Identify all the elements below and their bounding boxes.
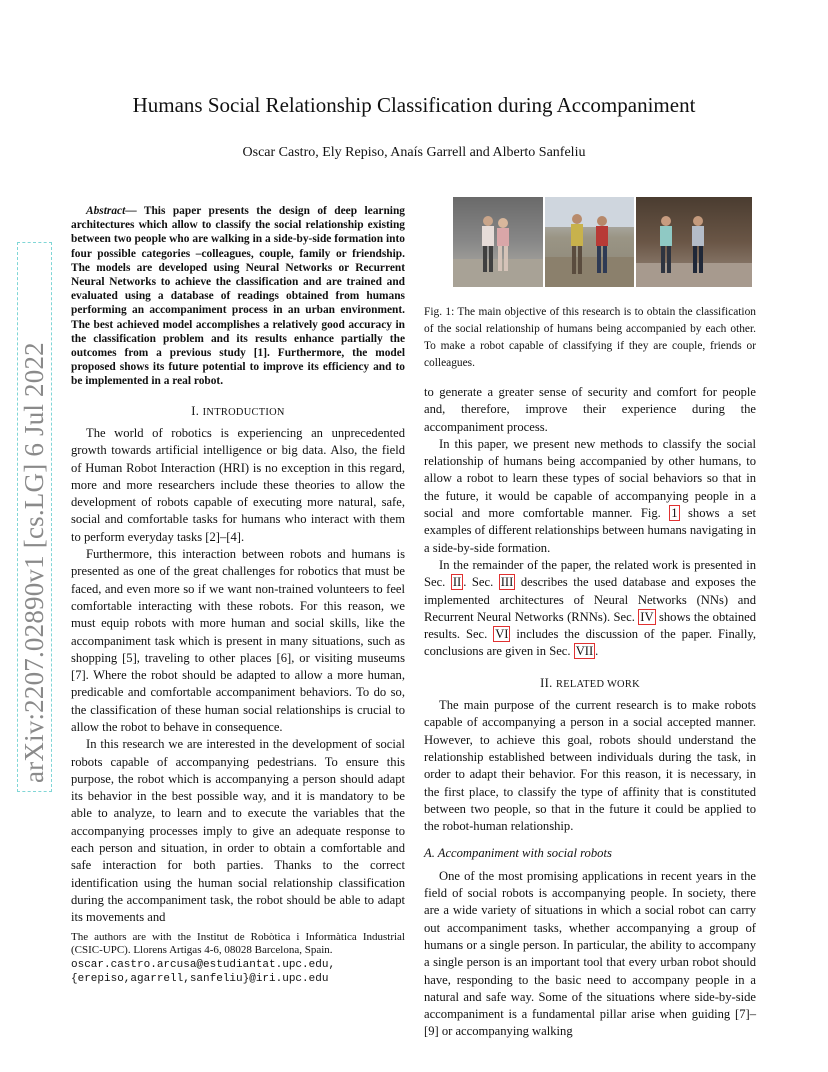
- intro-paragraph-2: Furthermore, this interaction between robots and humans is presented as one of the great challenges for robotics that must be faced, and even more so if we want non-trained volunteers to feel comfortable interacting with these robots. For this reason, we must equip robots with more human and social skills, like the accompaniment task which is present in many situations, such as shopping [5], traveling to other places [6], or visiting museums [7]. Where the robot should be adapted to allow a more human, predicable and comfortable accompaniment behaviors. To do so, the classification of these human social relationships is crucial to allow the robot to behave in consequence.: [71, 547, 405, 734]
- text-segment: includes the discussion of the paper. Finally, conclusions are given in Sec.: [424, 627, 756, 659]
- abstract-label: Abstract: [86, 205, 126, 217]
- section-title: INTRODUCTION: [202, 406, 285, 418]
- intro-paragraph-3: In this research we are interested in the development of social robots capable of accompanying pedestrians. To ensure this purpose, the robot which is accompanying a person should adapt its behavior in the best possible way, and it is mandatory to be able to analyze, to learn and to execute the variables that the accompanying processes imply to give an adequate response to each person and situation, in order to obtain a comfortable and safe interaction for both parties. Thanks to the correct identification using the human social relationship classification during the accompaniment task, the robot should be able to adapt its movements and: [71, 737, 405, 925]
- abstract-text: — This paper presents the design of deep learning architectures which allow to classify the social relationship existing between two people who are walking in a side-by-side formation into four possible categories –colleagues, couple, family or friendship. The models are developed using Neural Networks or Recurrent Neural Networks to achieve the classification and are trained and evaluated using a database of readings obtained from humans performing an accompaniment process in an urban environment. The best achieved model accomplishes a relatively good accuracy in the classification problem and its results enhance partially the outcomes from a previous study [1]. Furthermore, the model proposed shows its future potential to improve its efficiency and to be implemented in a real robot.: [71, 205, 405, 388]
- figure-reference-link[interactable]: 1: [671, 506, 678, 521]
- figure-photo-couple: [453, 197, 543, 287]
- arxiv-identifier: arXiv:2207.02890v1 [cs.LG] 6 Jul 2022: [17, 242, 52, 792]
- footnote-affiliation: The authors are with the Institut de Robòtica i Informàtica Industrial (CSIC-UPC). Llorens Artigas 4-6, 08028 Barcelona, Spain.: [71, 931, 405, 957]
- section-reference-link-iii[interactable]: III: [500, 575, 514, 590]
- right-paragraph-3: [424, 557, 756, 661]
- text-segment: shows a set examples of different relationships between humans navigating in a side-by-side formation.: [424, 506, 756, 555]
- figure-photo-friends: [545, 197, 634, 287]
- text-segment: describes the used database and exposes the implemented architectures of Neural Networks (NNs) and Recurrent Neural Networks (RNNs). Sec.: [424, 575, 756, 624]
- text-segment: .: [595, 644, 599, 659]
- figure-photo-colleagues: [636, 197, 752, 287]
- text-segment: . Sec.: [463, 575, 499, 590]
- right-column: [424, 384, 756, 1041]
- text-segment: shows the obtained results. Sec.: [424, 609, 757, 642]
- author-list: Oscar Castro, Ely Repiso, Anaís Garrell and Alberto Sanfeliu: [242, 145, 586, 160]
- figure-1-caption: Fig. 1: The main objective of this research is to obtain the classification of the social relationship of humans being accompanied by each other. To make a robot capable of classifying if they are couple, friends or colleagues.: [424, 306, 756, 369]
- section-number: II.: [540, 675, 556, 690]
- intro-paragraph-1: The world of robotics is experiencing an unprecedented growth towards artificial intelligence or big data. Also, the field of Human Robot Interaction (HRI) is no exception in this regard, more and more researchers include these theories to allow the development of robots capable of executing more natural, safe, social and comfortable tasks for humans who interact with them to perform everyday tasks [2]–[4].: [71, 425, 405, 544]
- section-reference-link-vii[interactable]: VII: [575, 644, 594, 659]
- section-reference-link-iv[interactable]: IV: [640, 609, 654, 624]
- section-heading-introduction: [71, 403, 405, 421]
- footnote-email-2[interactable]: {erepiso,agarrell,sanfeliu}@iri.upc.edu: [71, 973, 329, 986]
- left-column: [71, 204, 405, 927]
- paper-title: Humans Social Relationship Classification during Accompaniment: [132, 93, 696, 117]
- text-segment: In the remainder of the paper, the related work is presented in Sec.: [424, 557, 756, 590]
- related-paragraph-2: One of the most promising applications in recent years in the field of social robots is accompanying people. In society, there are a wide variety of situations in which a social robot can carry out accompaniment tasks, whether accompanying a group of humans or a single person. In particular, the ability to accompany a single person is an important tool that every urban robot should have, responding to the basic need to accompany people in a natural and safe way. Some of the situations where side-by-side accompaniment is a fundamental pillar arise when guiding [7]–[9] or accompanying walking: [424, 868, 756, 1039]
- text-segment: In this paper, we present new methods to classify the social relationship of humans being accompanied by other humans, to allow a robot to learn these types of social behaviors so that in the future, it would be capable of accompanying people in a social and more comfortable manner. Fig.: [424, 436, 756, 521]
- figure-1: [453, 197, 752, 287]
- abstract: [71, 204, 405, 389]
- section-heading-related-work: [424, 675, 756, 693]
- right-paragraph-2: [424, 436, 756, 557]
- section-reference-link-ii[interactable]: II: [452, 575, 462, 590]
- section-number: I.: [191, 403, 203, 418]
- subsection-heading: A. Accompaniment with social robots: [424, 846, 612, 861]
- section-reference-link-vi[interactable]: VI: [495, 627, 509, 642]
- footnote: [71, 931, 405, 987]
- right-paragraph-1: to generate a greater sense of security and comfort for people and, therefore, improve their experience during the accompaniment process.: [424, 385, 756, 434]
- related-paragraph-1: The main purpose of the current research is to make robots capable of accompanying a person in a social accepted manner. However, to achieve this goal, robots should understand the relationship established between individuals during the task, in order to adapt their behavior. For this reason, it is necessary, in the first place, to classify the type of affinity that is constituted between two people, so that in the future it could be applied to the robot-human relationship.: [424, 698, 756, 834]
- section-title: RELATED WORK: [555, 678, 640, 690]
- footnote-email-1[interactable]: oscar.castro.arcusa@estudiantat.upc.edu,: [71, 958, 336, 971]
